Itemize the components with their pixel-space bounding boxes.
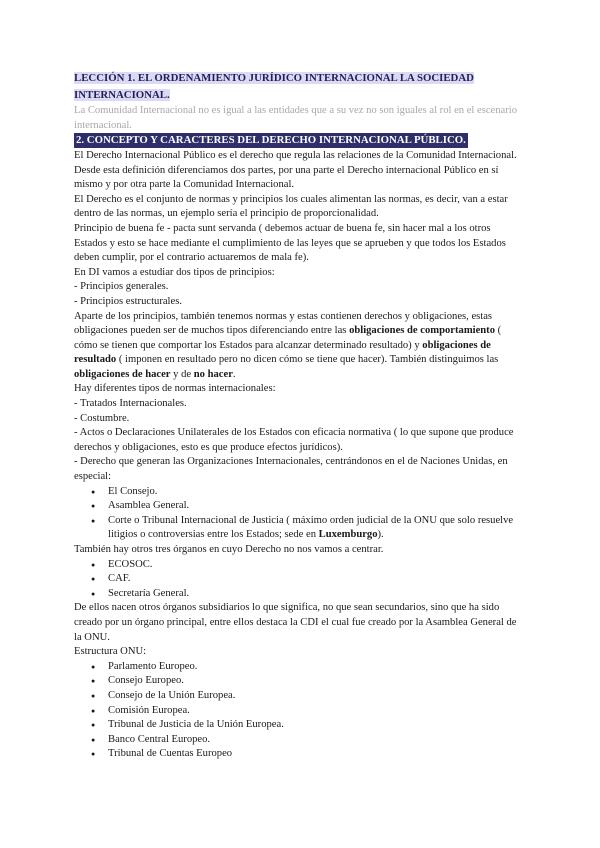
dash-item: - Principios generales. — [74, 281, 169, 293]
dash-item: - Derecho que generan las Organizaciones Internacionales, centrándonos en el de Naciones Unidas, en especial: — [74, 456, 508, 483]
text-run: . — [232, 368, 236, 380]
paragraph: Desde esta definición diferenciamos dos partes, por una parte el Derecho internacional Público en sí mismo y por otra parte la Comunidad Internacional. — [74, 164, 499, 191]
paragraph: Estructura ONU: — [74, 646, 147, 658]
bold-term: obligaciones de comportamiento — [349, 325, 496, 337]
text-run: y de — [170, 368, 194, 380]
list-item: ● Secretaría General. — [108, 587, 522, 602]
other-bodies-list — [74, 558, 522, 602]
text-run: ). — [377, 529, 384, 541]
list-item: ● Comisión Europea. — [108, 704, 522, 719]
dash-item: - Costumbre. — [74, 412, 130, 424]
paragraph: De ellos nacen otros órganos subsidiarios lo que significa, no que sean secundarios, sino que ha sido creado por un órgano principal, entre ellos destaca la CDI el cual fue creado por la Asamblea General de la ONU. — [74, 602, 517, 643]
text-run: Corte o Tribunal Internacional de Justicia ( máximo orden judicial de la ONU que solo resuelve litigios o controversias entre los Estados; sede en — [108, 514, 514, 541]
list-item: ● Banco Central Europeo. — [108, 733, 522, 748]
paragraph: El Derecho Internacional Público es el derecho que regula las relaciones de la Comunidad Internacional. — [74, 149, 517, 161]
text-run: ( cómo se tienen que comportar los Estados para alcanzar determinado resultado) y — [74, 325, 502, 351]
list-item: ● Consejo Europeo. — [108, 674, 522, 689]
lesson-title-block — [74, 70, 522, 103]
list-item: ● Tribunal de Justicia de la Unión Europea. — [108, 718, 522, 733]
dash-item: - Actos o Declaraciones Unilaterales de los Estados con eficacia normativa ( lo que supone que produce derechos y obligaciones, esto es que produce efectos jurídicos). — [74, 427, 514, 453]
bold-term: Luxemburgo — [318, 529, 378, 541]
bold-term: obligaciones de hacer — [74, 368, 171, 380]
paragraph: Principio de buena fe - pacta sunt servanda ( debemos actuar de buena fe, sin hacer mal a los otros Estados y esto se hace mediante el cumplimiento de las leyes que se aprueben y que todos los Estados deben cumplir, por el contrario actuaremos de mala fe). — [74, 222, 506, 264]
list-item: ● Consejo de la Unión Europea. — [108, 689, 522, 704]
list-item: ● Asamblea General. — [108, 499, 522, 514]
lesson-note: La Comunidad Internacional no es igual a las entidades que a su vez no son iguales al rol en el escenario internacional. — [74, 105, 518, 131]
list-item: ● El Consejo. — [108, 485, 522, 500]
section-heading-block — [74, 133, 522, 149]
paragraph-obligations — [74, 310, 522, 383]
structure-list — [74, 660, 522, 762]
paragraph: Hay diferentes tipos de normas internacionales: — [74, 383, 276, 395]
list-item: ● ECOSOC. — [108, 558, 522, 573]
paragraph: También hay otros tres órganos en cuyo Derecho no nos vamos a centrar. — [74, 544, 384, 555]
paragraph: El Derecho es el conjunto de normas y principios los cuales alimentan las normas, es decir, van a estar dentro de las normas, un ejemplo sería el principio de proporcionalidad. — [74, 193, 508, 220]
onu-bodies-list — [74, 485, 522, 543]
bold-term: no hacer — [193, 368, 233, 380]
dash-item: - Principios estructurales. — [74, 295, 182, 307]
section-heading: 2. CONCEPTO Y CARACTERES DEL DERECHO INTERNACIONAL PÚBLICO. — [76, 134, 466, 147]
paragraph: En DI vamos a estudiar dos tipos de principios: — [74, 266, 275, 278]
text-run: ( imponen en resultado pero no dicen cómo se tiene que hacer). También distinguimos las — [116, 354, 499, 366]
list-item: ● Tribunal de Cuentas Europeo — [108, 747, 522, 762]
list-item: ● Parlamento Europeo. — [108, 660, 522, 675]
dash-item: - Tratados Internacionales. — [74, 398, 187, 410]
list-item: ● CAF. — [108, 572, 522, 587]
lesson-title: LECCIÓN 1. EL ORDENAMIENTO JURÍDICO INTERNACIONAL LA SOCIEDAD INTERNACIONAL. — [74, 72, 474, 101]
text-run: Aparte de los principios, también tenemos normas y estas contienen derechos y obligaciones, estas obligaciones pueden ser de muchos tipos diferenciando entre las — [74, 310, 493, 337]
list-item — [108, 514, 522, 543]
bold-term: obligaciones de resultado — [74, 339, 491, 366]
